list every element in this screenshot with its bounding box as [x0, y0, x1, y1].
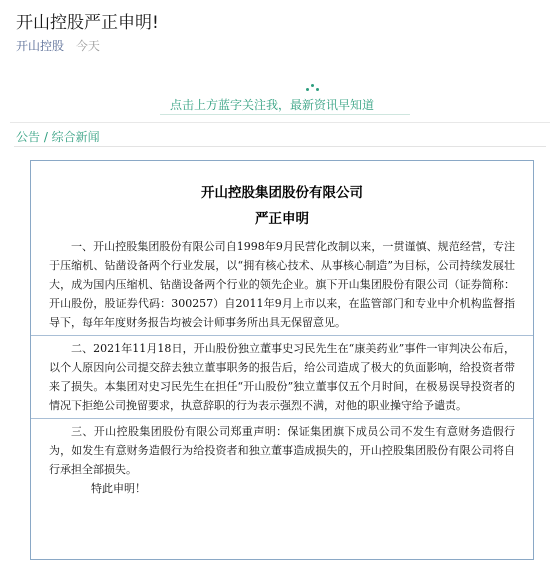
dots-icon [306, 82, 320, 92]
category-divider [14, 146, 546, 147]
statement-paragraph-2: 二、2021年11月18日，开山股份独立董事史习民先生在“康美药业”事件一审判决公布后，以个人原因向公司提交辞去独立董事职务的报告后，给公司造成了极大的负面影响，给投资者带来了损失。本集团对史习民先生在担任“开山股份”独立董事仅五个月时间，在极易误导投资者的情况下拒绝公司挽留要求，执意辞职的行为表示强烈不满，对他的职业操守给予谴责。 [49, 342, 515, 412]
company-name: 开山控股集团股份有限公司 [201, 185, 363, 201]
banner-divider [160, 114, 410, 115]
paragraph-divider [31, 335, 533, 336]
statement-heading: 严正申明 [255, 211, 309, 227]
statement-document [30, 160, 534, 560]
paragraph-divider [31, 418, 533, 419]
follow-banner[interactable] [10, 64, 550, 123]
author-link[interactable]: 开山控股 [16, 39, 65, 53]
article-meta [16, 37, 100, 54]
publish-time: 今天 [75, 39, 100, 53]
follow-slogan[interactable]: 点击上方蓝字关注我，最新资讯早知道 [170, 98, 375, 112]
statement-paragraph-1: 一、开山控股集团股份有限公司自1998年9月民营化改制以来，一贯谨慎、规范经营，专注于压缩机、钻凿设备两个行业发展，以“拥有核心技术、从事核心制造”为目标，公司持续发展壮大，成为国内压缩机、钻凿设备两个行业的领先企业。旗下开山集团股份有限公司（证券简称：开山股份，股证券代码：300257）自2011年9月上市以来，在监管部门和专业中介机构监督指导下，每年年度财务报告均被会计师事务所出具无保留意见。 [49, 240, 515, 329]
article-title: 开山控股严正申明! [16, 13, 159, 33]
closing-line: 特此申明！ [91, 482, 146, 495]
category-tag[interactable]: 公告 / 综合新闻 [16, 130, 100, 144]
statement-paragraph-3: 三、开山控股集团股份有限公司郑重声明：保证集团旗下成员公司不发生有意财务造假行为，如发生有意财务造假行为给投资者和独立董事造成损失的，开山控股集团股份有限公司将自行承担全部损失。 [49, 425, 515, 476]
